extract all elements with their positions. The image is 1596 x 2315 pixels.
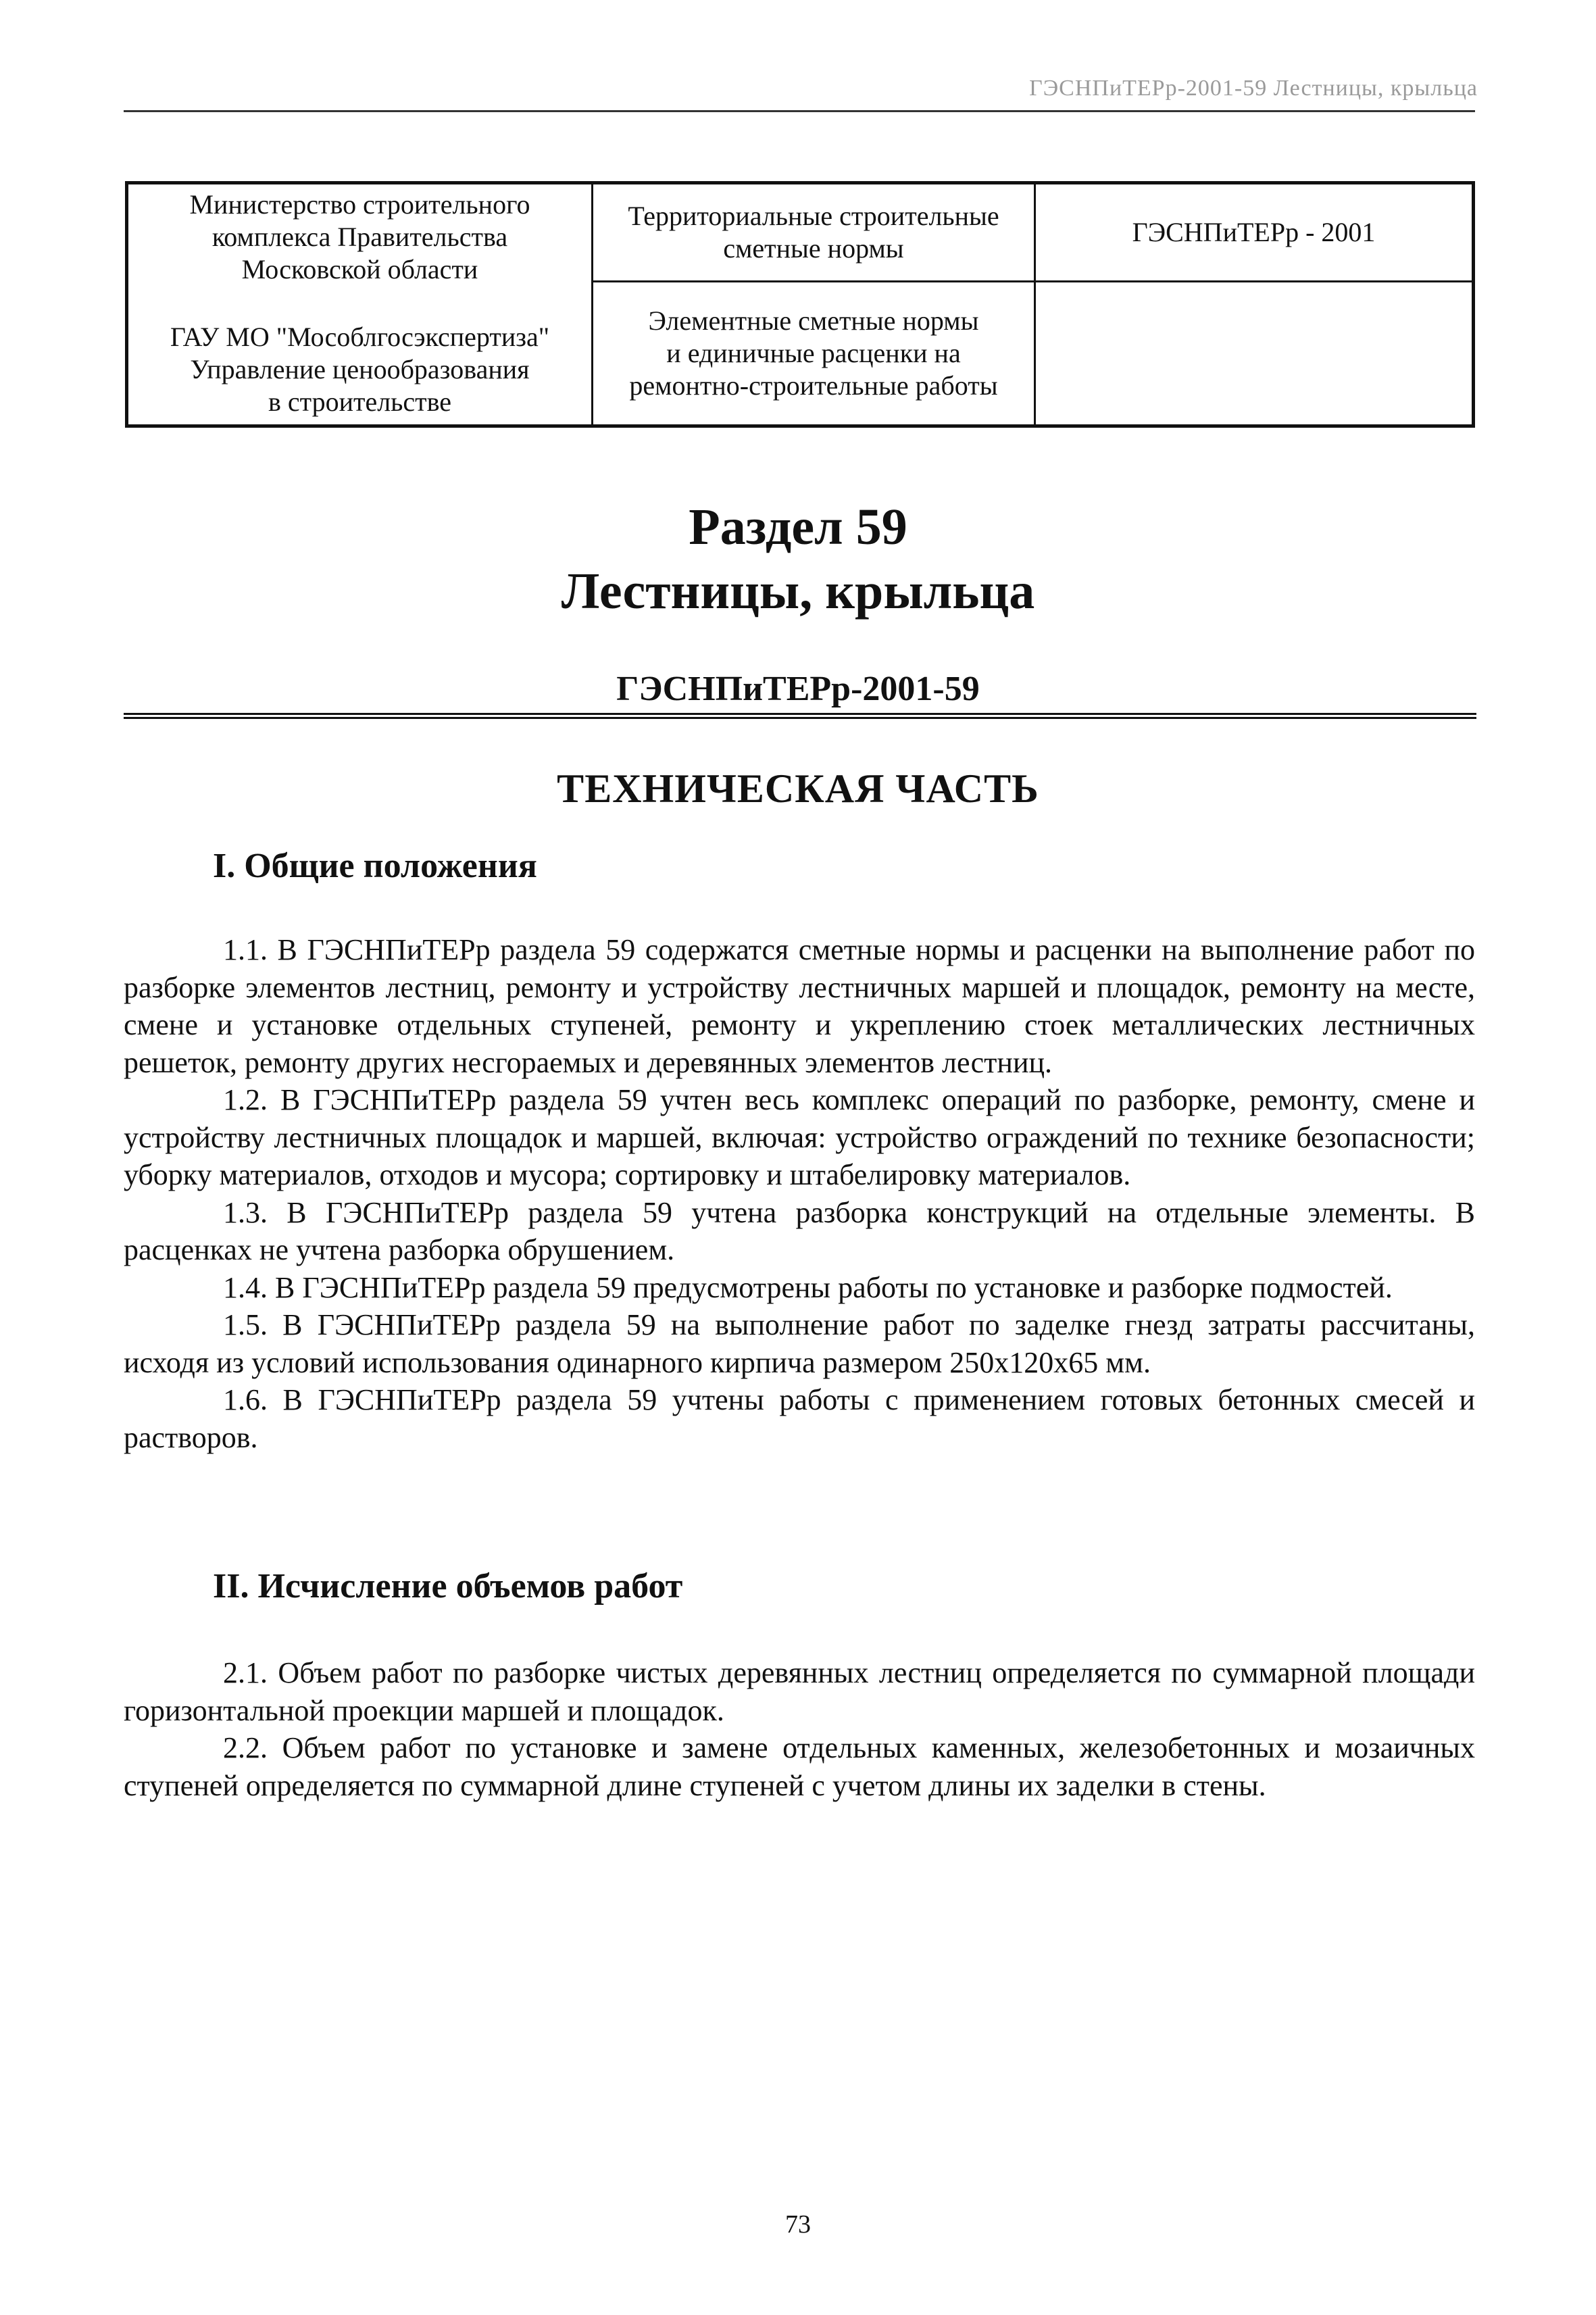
empty-cell bbox=[1036, 282, 1472, 424]
org-line: Московской области bbox=[241, 254, 478, 284]
org-line: комплекса Правительства bbox=[211, 222, 508, 252]
paragraph-1-5: 1.5. В ГЭСНПиТЕРр раздела 59 на выполнение работ по заделке гнезд затраты рассчитаны, исходя из условий использования одинарного кирпича размером 250х120х65 мм. bbox=[124, 1308, 1475, 1379]
meta-table bbox=[125, 181, 1475, 428]
general-heading: I. Общие положения bbox=[213, 847, 537, 885]
volumes-paragraphs bbox=[124, 1654, 1475, 1804]
norm-type-line: сметные нормы bbox=[723, 233, 904, 264]
org-line: Министерство строительного bbox=[189, 189, 530, 220]
norm-type-line: Территориальные строительные bbox=[628, 201, 999, 231]
paragraph-1-6: 1.6. В ГЭСНПиТЕРр раздела 59 учтены работы с применением готовых бетонных смесей и растворов. bbox=[124, 1383, 1475, 1454]
page-number: 73 bbox=[785, 2210, 811, 2239]
norm-code-cell bbox=[1036, 184, 1472, 282]
section-number: Раздел 59 bbox=[689, 499, 907, 555]
norm-code: ГЭСНПиТЕРр - 2001 bbox=[1132, 217, 1376, 247]
org-line: ГАУ МО "Мособлгосэкспертиза" bbox=[170, 322, 550, 352]
technical-part-title: ТЕХНИЧЕСКАЯ ЧАСТЬ bbox=[557, 766, 1039, 811]
header-rule bbox=[124, 110, 1475, 112]
norm-desc-line: и единичные расценки на bbox=[666, 338, 961, 368]
paragraph-1-2: 1.2. В ГЭСНПиТЕРр раздела 59 учтен весь комплекс операций по разборке, ремонту, смене и устройству лестничных площадок и маршей, включая: устройство ограждений по технике безопасности; уборку материалов, отходов и мусора; сортировку и штабелировку материалов. bbox=[124, 1083, 1475, 1191]
norm-type-cell bbox=[593, 184, 1036, 282]
section-name: Лестницы, крыльца bbox=[561, 563, 1035, 620]
paragraph-1-4: 1.4. В ГЭСНПиТЕРр раздела 59 предусмотрены работы по установке и разборке подмостей. bbox=[223, 1270, 1393, 1304]
running-header: ГЭСНПиТЕРр-2001-59 Лестницы, крыльца bbox=[1029, 76, 1478, 101]
norm-desc-line: ремонтно-строительные работы bbox=[629, 370, 998, 401]
volumes-heading: II. Исчисление объемов работ bbox=[213, 1567, 683, 1605]
norm-desc-line: Элементные сметные нормы bbox=[648, 305, 979, 336]
org-line: в строительстве bbox=[268, 387, 452, 417]
general-paragraphs bbox=[124, 931, 1475, 1456]
org-line: Управление ценообразования bbox=[190, 354, 530, 384]
paragraph-2-2: 2.2. Объем работ по установке и замене отдельных каменных, железобетонных и мозаичных ступеней определяется по суммарной длине ступеней с учетом длины их заделки в стены. bbox=[124, 1731, 1475, 1802]
double-rule bbox=[124, 713, 1476, 719]
paragraph-1-1: 1.1. В ГЭСНПиТЕРр раздела 59 содержатся сметные нормы и расценки на выполнение работ по разборке элементов лестниц, ремонту и устройству лестничных маршей и площадок, ремонту на месте, смене и установке отдельных ступеней, ремонту и укреплению стоек металлических лестничных решеток, ремонту других несгораемых и деревянных элементов лестниц. bbox=[124, 933, 1475, 1079]
section-code: ГЭСНПиТЕРр-2001-59 bbox=[616, 670, 980, 708]
norm-desc-cell bbox=[593, 282, 1036, 424]
paragraph-1-3: 1.3. В ГЭСНПиТЕРр раздела 59 учтена разборка конструкций на отдельные элементы. В расценках не учтена разборка обрушением. bbox=[124, 1195, 1475, 1266]
org-cell bbox=[128, 184, 593, 424]
paragraph-2-1: 2.1. Объем работ по разборке чистых деревянных лестниц определяется по суммарной площади горизонтальной проекции маршей и площадок. bbox=[124, 1656, 1475, 1727]
